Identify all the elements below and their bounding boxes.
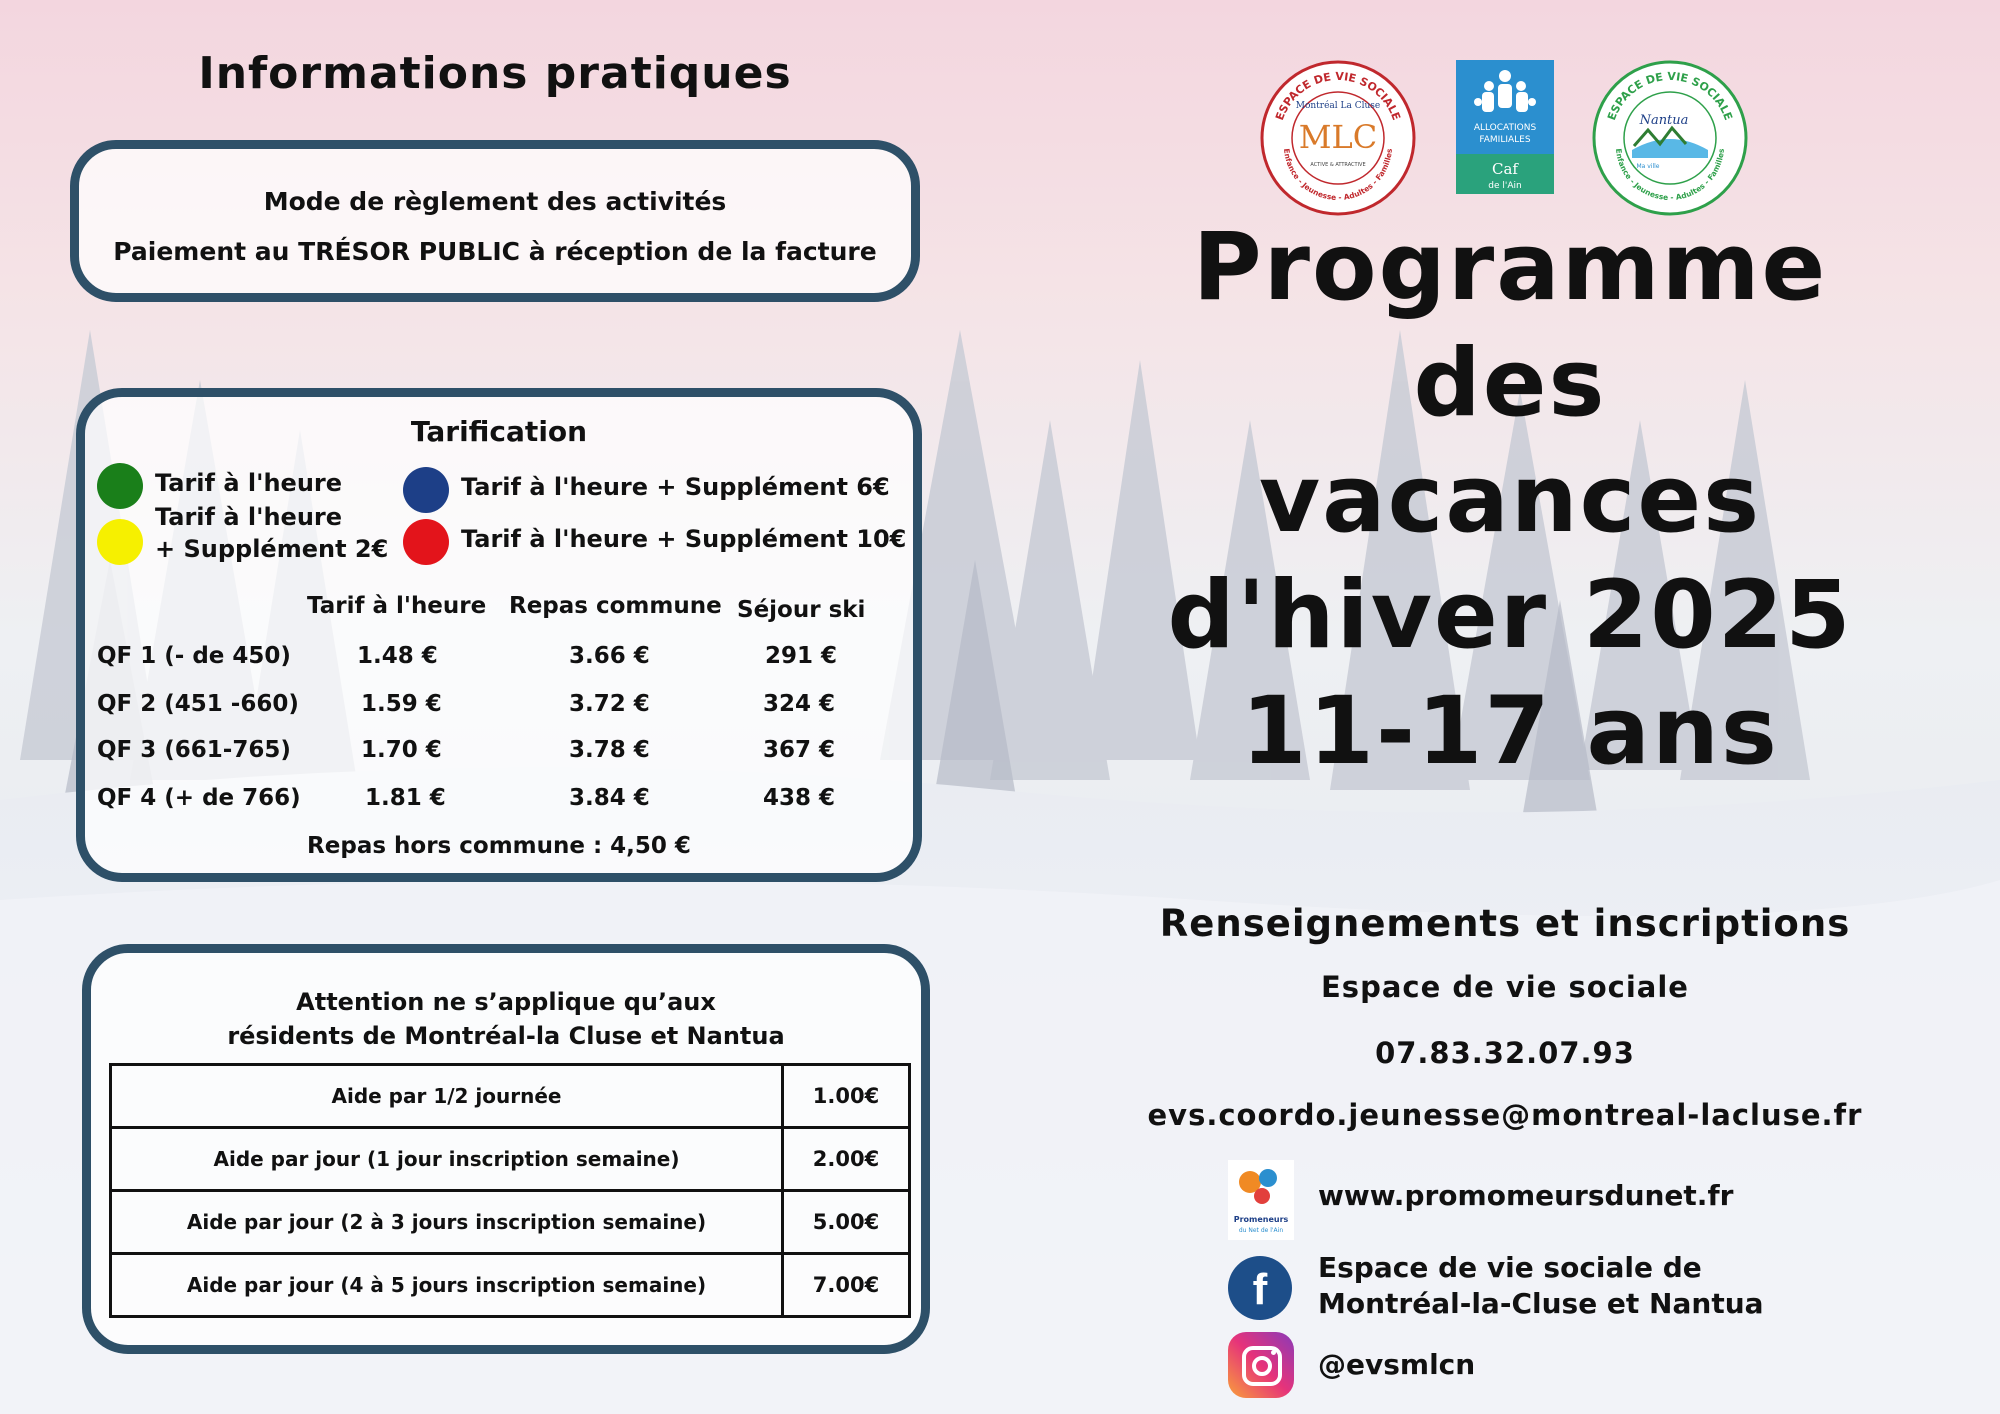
table-row [111, 1065, 910, 1128]
aide-label: Aide par jour (1 jour inscription semaine) [111, 1128, 783, 1191]
table-row [111, 1191, 910, 1254]
evs-nantua-bottom-text: Enfance - Jeunesse - Adultes - Familles [1614, 148, 1726, 203]
caf-brand: Caf [1492, 160, 1518, 178]
attention-line-2: résidents de Montréal-la Cluse et Nantua [227, 1022, 785, 1050]
tarif-value: 1.70 € [361, 737, 442, 763]
header-sejour-ski: Séjour ski [737, 597, 866, 623]
tarification-title: Tarification [410, 415, 588, 448]
evs-mlc-ring-text: ESPACE DE VIE SOCIALE [1273, 69, 1403, 123]
table-row [111, 1254, 910, 1317]
title-line: 11-17 ans [1241, 677, 1779, 786]
title-line: des [1413, 329, 1607, 438]
ski-value: 438 € [763, 785, 836, 811]
facebook-page[interactable] [1318, 1250, 1764, 1322]
caf-region: de l'Ain [1488, 181, 1522, 191]
payment-method-text: Paiement au TRÉSOR PUBLIC à réception de la facture [113, 237, 877, 266]
title-line: d'hiver 2025 [1167, 561, 1853, 670]
facebook-line-2: Montréal-la-Cluse et Nantua [1318, 1287, 1764, 1320]
evs-mlc-town: Montréal La Cluse [1295, 101, 1381, 111]
programme-title [1110, 210, 1910, 790]
legend-yellow-2: + Supplément 2€ [155, 535, 389, 563]
aide-label: Aide par jour (4 à 5 jours inscription semaine) [111, 1254, 783, 1317]
evs-nantua-sub: Ma ville [1636, 163, 1660, 170]
blue-dot-icon [403, 467, 449, 513]
tarif-value: 1.48 € [357, 643, 438, 669]
table-row [111, 1128, 910, 1191]
tarification-panel [76, 388, 922, 882]
promeneurs-line1: Promeneurs [1233, 1215, 1289, 1224]
instagram-handle[interactable]: @evsmlcn [1318, 1348, 1476, 1381]
caf-logo [1456, 60, 1554, 194]
red-dot-icon [403, 519, 449, 565]
ski-value: 291 € [765, 643, 838, 669]
aide-value: 7.00€ [783, 1254, 910, 1317]
tarif-value: 1.81 € [365, 785, 446, 811]
qf-label: QF 4 (+ de 766) [97, 785, 301, 811]
repas-value: 3.84 € [569, 785, 650, 811]
header-tarif-heure: Tarif à l'heure [307, 593, 487, 619]
aide-value: 1.00€ [783, 1065, 910, 1128]
aide-panel [82, 944, 930, 1354]
payment-mode-label: Mode de règlement des activités [263, 187, 727, 216]
evs-nantua-name: Nantua [1639, 113, 1689, 128]
attention-line-1: Attention ne s’applique qu’aux [296, 988, 716, 1016]
qf-label: QF 1 (- de 450) [97, 643, 291, 669]
ski-value: 367 € [763, 737, 836, 763]
evs-mlc-bottom-text: Enfance - Jeunesse - Adultes - Familles [1282, 148, 1394, 203]
evs-mlc-logo [1258, 58, 1418, 218]
org-name: Espace de vie sociale [1321, 970, 1689, 1004]
aide-value: 2.00€ [783, 1128, 910, 1191]
instagram-icon[interactable] [1228, 1332, 1294, 1398]
aide-value: 5.00€ [783, 1191, 910, 1254]
qf-label: QF 2 (451 -660) [97, 691, 299, 717]
payment-panel [70, 140, 920, 302]
aide-table [109, 1063, 911, 1318]
repas-hors-commune: Repas hors commune : 4,50 € [307, 833, 691, 859]
aide-label: Aide par jour (2 à 3 jours inscription semaine) [111, 1191, 783, 1254]
ski-value: 324 € [763, 691, 836, 717]
evs-mlc-monogram: MLC [1298, 118, 1378, 156]
title-line: Programme [1192, 213, 1828, 322]
contact-title: Renseignements et inscriptions [1159, 902, 1851, 945]
evs-mlc-tagline: ACTIVE & ATTRACTIVE [1310, 162, 1366, 168]
green-dot-icon [97, 463, 143, 509]
title-line: vacances [1258, 445, 1762, 554]
repas-value: 3.66 € [569, 643, 650, 669]
evs-nantua-logo [1590, 58, 1750, 218]
attention-notice [91, 985, 921, 1053]
legend-red: Tarif à l'heure + Supplément 10€ [461, 525, 907, 553]
header-repas-commune: Repas commune [509, 593, 722, 619]
promeneurs-logo [1228, 1160, 1294, 1240]
repas-value: 3.72 € [569, 691, 650, 717]
legend-blue: Tarif à l'heure + Supplément 6€ [461, 473, 890, 501]
promeneurs-line2: du Net de l'Ain [1238, 1227, 1284, 1234]
qf-label: QF 3 (661-765) [97, 737, 291, 763]
phone-number[interactable]: 07.83.32.07.93 [1375, 1036, 1635, 1070]
evs-nantua-ring-text: ESPACE DE VIE SOCIALE [1605, 69, 1735, 123]
info-pratiques-title: Informations pratiques [198, 48, 792, 99]
email-address[interactable]: evs.coordo.jeunesse@montreal-lacluse.fr [1147, 1098, 1863, 1132]
caf-line1: ALLOCATIONS [1473, 123, 1537, 133]
legend-green: Tarif à l'heure [155, 469, 343, 497]
facebook-line-1: Espace de vie sociale de [1318, 1251, 1702, 1284]
yellow-dot-icon [97, 519, 143, 565]
caf-line2: FAMILIALES [1479, 135, 1531, 145]
facebook-icon[interactable]: f [1228, 1256, 1292, 1320]
legend-yellow-1: Tarif à l'heure [155, 503, 343, 531]
tarif-value: 1.59 € [361, 691, 442, 717]
aide-label: Aide par 1/2 journée [111, 1065, 783, 1128]
website-link[interactable]: www.promomeursdunet.fr [1318, 1179, 1734, 1212]
repas-value: 3.78 € [569, 737, 650, 763]
